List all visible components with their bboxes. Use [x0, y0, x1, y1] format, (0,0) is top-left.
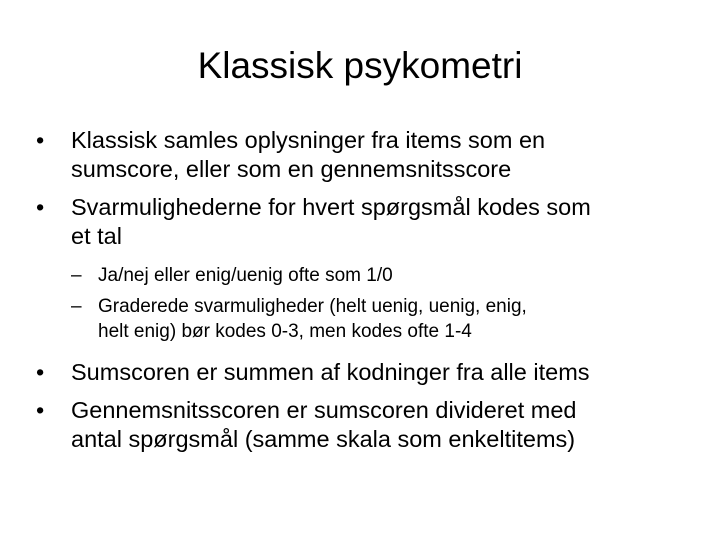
bullet-item — [36, 193, 696, 251]
bullet-marker: • — [36, 194, 45, 220]
bullet-text — [71, 193, 696, 251]
bullet-line: Gennemsnitsscoren er sumscoren divideret med — [71, 397, 577, 423]
bullet-text — [71, 126, 696, 184]
sub-bullet-line: Ja/nej eller enig/uenig ofte som 1/0 — [98, 265, 393, 286]
bullet-marker: • — [36, 359, 45, 385]
bullet-item — [36, 358, 696, 387]
slide-title: Klassisk psykometri — [197, 45, 523, 86]
sub-bullet-text — [98, 294, 696, 344]
sub-bullet-marker: – — [71, 296, 82, 317]
bullet-line: sumscore, eller som en gennemsnitsscore — [71, 156, 512, 182]
bullet-item — [36, 396, 696, 454]
bullet-line: Sumscoren er summen af kodninger fra alle items — [71, 359, 590, 385]
bullet-text — [71, 396, 696, 454]
sub-bullet-text — [98, 263, 696, 288]
sub-bullet-line: Graderede svarmuligheder (helt uenig, uenig, enig, — [98, 296, 527, 317]
bullet-item — [36, 126, 696, 184]
bullet-line: Svarmulighederne for hvert spørgsmål kodes som — [71, 194, 591, 220]
bullet-line: antal spørgsmål (samme skala som enkeltitems) — [71, 426, 576, 452]
sub-bullet-list — [71, 263, 696, 344]
bullet-line: Klassisk samles oplysninger fra items som en — [71, 127, 546, 153]
bullet-line: et tal — [71, 223, 122, 249]
sub-bullet-line: helt enig) bør kodes 0-3, men kodes ofte 1-4 — [98, 321, 472, 342]
sub-bullet-item — [71, 263, 696, 288]
sub-bullet-item — [71, 294, 696, 344]
slide-body — [36, 126, 696, 454]
bullet-marker: • — [36, 127, 45, 153]
sub-bullet-marker: – — [71, 265, 82, 286]
bullet-marker: • — [36, 397, 45, 423]
bullet-text — [71, 358, 696, 387]
